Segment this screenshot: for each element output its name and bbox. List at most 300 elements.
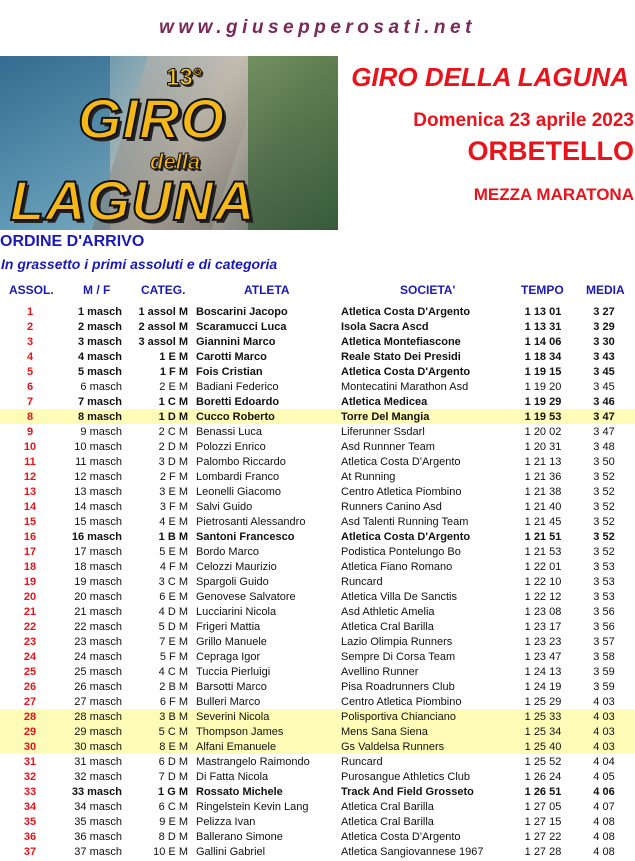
banner-word-laguna: LAGUNA <box>10 169 256 230</box>
average-cell: 4 08 <box>593 816 615 828</box>
category-cell: 5 D M <box>158 621 188 633</box>
gender-rank-cell: 14 masch <box>74 501 122 513</box>
athlete-cell: Salvi Guido <box>196 501 253 513</box>
position-cell: 6 <box>26 381 34 393</box>
header-athlete: ATLETA <box>244 283 290 297</box>
athlete-cell: Ringelstein Kevin Lang <box>196 801 309 813</box>
position-cell: 16 <box>23 531 37 543</box>
banner-word-giro: GIRO <box>78 87 226 150</box>
average-cell: 4 03 <box>593 711 615 723</box>
average-cell: 3 53 <box>593 591 615 603</box>
time-cell: 1 14 06 <box>524 336 562 348</box>
athlete-cell: Rossato Michele <box>196 786 283 798</box>
gender-rank-cell: 1 masch <box>77 306 122 318</box>
table-row <box>0 439 635 454</box>
gender-rank-cell: 20 masch <box>74 591 122 603</box>
average-cell: 4 08 <box>593 831 615 843</box>
category-cell: 1 G M <box>158 786 188 798</box>
time-cell: 1 25 29 <box>524 696 562 708</box>
category-cell: 10 E M <box>153 846 188 858</box>
position-cell: 3 <box>26 336 34 348</box>
athlete-cell: Bulleri Marco <box>196 696 261 708</box>
category-cell: 1 F M <box>159 366 188 378</box>
gender-rank-cell: 25 masch <box>74 666 122 678</box>
category-cell: 6 C M <box>158 801 188 813</box>
time-cell: 1 13 31 <box>524 321 562 333</box>
average-cell: 3 59 <box>593 666 615 678</box>
gender-rank-cell: 27 masch <box>74 696 122 708</box>
table-row <box>0 499 635 514</box>
event-type: MEZZA MARATONA <box>473 185 634 204</box>
society-cell: Podistica Pontelungo Bo <box>341 546 461 558</box>
header-category: CATEG. <box>141 283 186 297</box>
athlete-cell: Boretti Edoardo <box>196 396 280 408</box>
position-cell: 30 <box>23 741 37 753</box>
banner-edition: 13° <box>166 64 203 91</box>
average-cell: 3 45 <box>593 366 615 378</box>
society-cell: Purosangue Athletics Club <box>341 771 471 783</box>
society-cell: Atletica Costa D'Argento <box>341 306 471 318</box>
society-cell: Runners Canino Asd <box>341 501 442 513</box>
table-row <box>0 364 635 379</box>
society-cell: Pisa Roadrunners Club <box>341 681 455 693</box>
gender-rank-cell: 30 masch <box>74 741 122 753</box>
gender-rank-cell: 5 masch <box>77 366 122 378</box>
society-cell: Liferunner Ssdarl <box>341 426 425 438</box>
average-cell: 3 59 <box>593 681 615 693</box>
athlete-cell: Boscarini Jacopo <box>196 306 288 318</box>
athlete-cell: Badiani Federico <box>196 381 279 393</box>
average-cell: 3 52 <box>593 501 615 513</box>
society-cell: Lazio Olimpia Runners <box>341 636 453 648</box>
gender-rank-cell: 6 masch <box>80 381 122 393</box>
society-cell: Atletica Sangiovannese 1967 <box>341 846 484 858</box>
gender-rank-cell: 24 masch <box>74 651 122 663</box>
time-cell: 1 26 24 <box>524 771 562 783</box>
athlete-cell: Lombardi Franco <box>196 471 280 483</box>
society-cell: Isola Sacra Ascd <box>341 321 429 333</box>
category-cell: 6 F M <box>159 696 188 708</box>
gender-rank-cell: 8 masch <box>77 411 122 423</box>
table-row <box>0 484 635 499</box>
position-cell: 36 <box>23 831 37 843</box>
time-cell: 1 25 34 <box>524 726 562 738</box>
category-cell: 2 F M <box>159 471 188 483</box>
time-cell: 1 20 31 <box>524 441 562 453</box>
society-cell: Polisportiva Chianciano <box>341 711 456 723</box>
header-position: ASSOL. <box>9 283 54 297</box>
category-cell: 1 B M <box>158 531 188 543</box>
category-cell: 5 E M <box>159 546 188 558</box>
table-row <box>0 634 635 649</box>
time-cell: 1 19 15 <box>524 366 562 378</box>
table-row <box>0 409 635 424</box>
table-row <box>0 454 635 469</box>
event-place: ORBETELLO <box>467 136 634 166</box>
gender-rank-cell: 21 masch <box>74 606 122 618</box>
time-cell: 1 26 51 <box>524 786 562 798</box>
athlete-cell: Pelizza Ivan <box>196 816 256 828</box>
average-cell: 4 07 <box>593 801 615 813</box>
average-cell: 3 43 <box>593 351 615 363</box>
time-cell: 1 22 10 <box>524 576 562 588</box>
time-cell: 1 21 51 <box>524 531 562 543</box>
average-cell: 3 47 <box>593 411 615 423</box>
athlete-cell: Severini Nicola <box>196 711 270 723</box>
time-cell: 1 19 29 <box>524 396 562 408</box>
time-cell: 1 27 28 <box>524 846 562 858</box>
average-cell: 4 04 <box>593 756 615 768</box>
category-cell: 2 assol M <box>138 321 188 333</box>
society-cell: Centro Atletica Piombino <box>341 486 462 498</box>
category-cell: 3 B M <box>159 711 188 723</box>
time-cell: 1 21 45 <box>524 516 562 528</box>
average-cell: 3 47 <box>593 426 615 438</box>
category-cell: 3 E M <box>159 486 188 498</box>
society-cell: Atletica Fiano Romano <box>341 561 453 573</box>
society-cell: Atletica Medicea <box>341 396 428 408</box>
position-cell: 22 <box>23 621 37 633</box>
category-cell: 2 D M <box>158 441 188 453</box>
society-cell: Atletica Cral Barilla <box>341 621 434 633</box>
table-row <box>0 694 635 709</box>
category-cell: 7 D M <box>158 771 188 783</box>
gender-rank-cell: 32 masch <box>74 771 122 783</box>
society-cell: Atletica Costa D'Argento <box>341 531 471 543</box>
average-cell: 3 53 <box>593 561 615 573</box>
table-row <box>0 844 635 859</box>
average-cell: 3 48 <box>593 441 615 453</box>
time-cell: 1 19 53 <box>524 411 562 423</box>
event-date: Domenica 23 aprile 2023 <box>413 110 634 131</box>
table-row <box>0 769 635 784</box>
header-average: MEDIA <box>586 283 625 297</box>
average-cell: 3 50 <box>593 456 615 468</box>
athlete-cell: Giannini Marco <box>196 336 276 348</box>
time-cell: 1 21 38 <box>524 486 562 498</box>
time-cell: 1 23 47 <box>524 651 562 663</box>
table-row <box>0 319 635 334</box>
table-row <box>0 544 635 559</box>
position-cell: 37 <box>23 846 37 858</box>
time-cell: 1 18 34 <box>524 351 562 363</box>
society-cell: Atletica Costa D'Argento <box>341 456 461 468</box>
society-cell: Atletica Costa D'Argento <box>341 366 471 378</box>
time-cell: 1 22 01 <box>524 561 562 573</box>
gender-rank-cell: 11 masch <box>75 456 122 468</box>
gender-rank-cell: 19 masch <box>74 576 122 588</box>
table-row <box>0 604 635 619</box>
society-cell: Track And Field Grosseto <box>341 786 474 798</box>
society-cell: At Running <box>341 471 396 483</box>
average-cell: 4 05 <box>593 771 615 783</box>
position-cell: 20 <box>23 591 37 603</box>
average-cell: 3 56 <box>593 606 615 618</box>
time-cell: 1 27 05 <box>524 801 562 813</box>
time-cell: 1 23 08 <box>524 606 562 618</box>
athlete-cell: Cepraga Igor <box>196 651 261 663</box>
position-cell: 7 <box>26 396 34 408</box>
gender-rank-cell: 28 masch <box>74 711 122 723</box>
gender-rank-cell: 2 masch <box>77 321 122 333</box>
table-row <box>0 679 635 694</box>
results-title: ORDINE D'ARRIVO <box>0 233 145 250</box>
society-cell: Asd Talenti Running Team <box>341 516 469 528</box>
athlete-cell: Fois Cristian <box>196 366 263 378</box>
category-cell: 1 C M <box>158 396 188 408</box>
athlete-cell: Di Fatta Nicola <box>196 771 269 783</box>
athlete-cell: Tuccia Pierluigi <box>196 666 271 678</box>
society-cell: Runcard <box>341 576 383 588</box>
gender-rank-cell: 23 masch <box>74 636 122 648</box>
athlete-cell: Santoni Francesco <box>196 531 295 543</box>
position-cell: 17 <box>23 546 37 558</box>
time-cell: 1 13 01 <box>524 306 562 318</box>
category-cell: 6 D M <box>158 756 188 768</box>
category-cell: 3 assol M <box>138 336 188 348</box>
position-cell: 15 <box>23 516 37 528</box>
average-cell: 3 30 <box>593 336 615 348</box>
average-cell: 3 58 <box>593 651 615 663</box>
time-cell: 1 25 40 <box>524 741 562 753</box>
table-row <box>0 349 635 364</box>
athlete-cell: Barsotti Marco <box>196 681 267 693</box>
gender-rank-cell: 26 masch <box>74 681 122 693</box>
athlete-cell: Carotti Marco <box>196 351 267 363</box>
table-row <box>0 754 635 769</box>
gender-rank-cell: 16 masch <box>71 531 122 543</box>
position-cell: 18 <box>23 561 37 573</box>
time-cell: 1 23 17 <box>524 621 562 633</box>
average-cell: 3 45 <box>593 381 615 393</box>
average-cell: 3 52 <box>593 471 615 483</box>
gender-rank-cell: 33 masch <box>71 786 122 798</box>
table-row <box>0 724 635 739</box>
position-cell: 2 <box>26 321 34 333</box>
athlete-cell: Palombo Riccardo <box>196 456 286 468</box>
gender-rank-cell: 22 masch <box>74 621 122 633</box>
category-cell: 4 D M <box>158 606 188 618</box>
position-cell: 28 <box>23 711 37 723</box>
athlete-cell: Gallini Gabriel <box>196 846 266 858</box>
category-cell: 4 C M <box>158 666 188 678</box>
average-cell: 3 56 <box>593 621 615 633</box>
gender-rank-cell: 35 masch <box>74 816 122 828</box>
position-cell: 13 <box>23 486 37 498</box>
position-cell: 26 <box>23 681 37 693</box>
average-cell: 3 57 <box>593 636 615 648</box>
table-row <box>0 394 635 409</box>
position-cell: 29 <box>23 726 37 738</box>
category-cell: 5 F M <box>159 651 188 663</box>
position-cell: 23 <box>23 636 37 648</box>
position-cell: 21 <box>23 606 37 618</box>
position-cell: 10 <box>23 441 37 453</box>
results-note: In grassetto i primi assoluti e di categoria <box>1 256 278 272</box>
table-row <box>0 334 635 349</box>
position-cell: 24 <box>23 651 37 663</box>
position-cell: 35 <box>23 816 37 828</box>
time-cell: 1 19 20 <box>524 381 562 393</box>
society-cell: Gs Valdelsa Runners <box>341 741 445 753</box>
time-cell: 1 24 19 <box>524 681 562 693</box>
banner-word-della: della <box>150 149 201 174</box>
table-row <box>0 619 635 634</box>
table-row <box>0 589 635 604</box>
gender-rank-cell: 36 masch <box>74 831 122 843</box>
table-row <box>0 664 635 679</box>
position-cell: 32 <box>23 771 37 783</box>
table-row <box>0 814 635 829</box>
category-cell: 1 D M <box>158 411 188 423</box>
society-cell: Asd Runnner Team <box>341 441 435 453</box>
position-cell: 14 <box>23 501 37 513</box>
athlete-cell: Genovese Salvatore <box>196 591 296 603</box>
category-cell: 4 F M <box>159 561 188 573</box>
table-row <box>0 709 635 724</box>
position-cell: 34 <box>23 801 37 813</box>
gender-rank-cell: 31 masch <box>74 756 122 768</box>
average-cell: 3 53 <box>593 576 615 588</box>
table-row <box>0 739 635 754</box>
category-cell: 2 B M <box>159 681 188 693</box>
time-cell: 1 27 22 <box>524 831 562 843</box>
position-cell: 33 <box>23 786 37 798</box>
society-cell: Atletica Montefiascone <box>341 336 461 348</box>
time-cell: 1 22 12 <box>524 591 562 603</box>
category-cell: 1 assol M <box>138 306 188 318</box>
time-cell: 1 25 33 <box>524 711 562 723</box>
average-cell: 4 06 <box>593 786 615 798</box>
table-row <box>0 799 635 814</box>
header-time: TEMPO <box>521 283 564 297</box>
gender-rank-cell: 4 masch <box>77 351 122 363</box>
table-row <box>0 379 635 394</box>
table-row <box>0 469 635 484</box>
table-row <box>0 514 635 529</box>
time-cell: 1 21 40 <box>524 501 562 513</box>
athlete-cell: Mastrangelo Raimondo <box>196 756 310 768</box>
average-cell: 3 52 <box>593 516 615 528</box>
position-cell: 9 <box>26 426 34 438</box>
time-cell: 1 20 02 <box>524 426 562 438</box>
society-cell: Mens Sana Siena <box>341 726 428 738</box>
category-cell: 2 C M <box>158 426 188 438</box>
time-cell: 1 21 36 <box>524 471 562 483</box>
time-cell: 1 23 23 <box>524 636 562 648</box>
table-row <box>0 424 635 439</box>
average-cell: 3 46 <box>593 396 615 408</box>
position-cell: 27 <box>23 696 37 708</box>
gender-rank-cell: 17 masch <box>74 546 122 558</box>
category-cell: 5 C M <box>158 726 188 738</box>
society-cell: Runcard <box>341 756 383 768</box>
athlete-cell: Grillo Manuele <box>196 636 267 648</box>
category-cell: 6 E M <box>159 591 188 603</box>
athlete-cell: Alfani Emanuele <box>196 741 277 753</box>
athlete-cell: Polozzi Enrico <box>196 441 266 453</box>
category-cell: 3 D M <box>158 456 188 468</box>
category-cell: 1 E M <box>159 351 188 363</box>
category-cell: 4 E M <box>159 516 188 528</box>
table-row <box>0 649 635 664</box>
category-cell: 3 C M <box>158 576 188 588</box>
society-cell: Centro Atletica Piombino <box>341 696 462 708</box>
average-cell: 3 27 <box>593 306 615 318</box>
time-cell: 1 21 13 <box>524 456 562 468</box>
position-cell: 11 <box>24 456 36 468</box>
table-row <box>0 574 635 589</box>
society-cell: Montecatini Marathon Asd <box>341 381 469 393</box>
athlete-cell: Leonelli Giacomo <box>196 486 281 498</box>
society-cell: Atletica Villa De Sanctis <box>341 591 457 603</box>
category-cell: 7 E M <box>159 636 188 648</box>
category-cell: 8 D M <box>158 831 188 843</box>
athlete-cell: Pietrosanti Alessandro <box>196 516 306 528</box>
category-cell: 9 E M <box>159 816 188 828</box>
society-cell: Atletica Cral Barilla <box>341 816 434 828</box>
time-cell: 1 27 15 <box>524 816 562 828</box>
society-cell: Atletica Costa D'Argento <box>341 831 461 843</box>
average-cell: 4 08 <box>593 846 615 858</box>
gender-rank-cell: 18 masch <box>74 561 122 573</box>
event-title: GIRO DELLA LAGUNA <box>351 62 629 92</box>
average-cell: 4 03 <box>593 741 615 753</box>
athlete-cell: Cucco Roberto <box>196 411 275 423</box>
results-rows <box>0 304 635 859</box>
position-cell: 12 <box>23 471 37 483</box>
gender-rank-cell: 34 masch <box>74 801 122 813</box>
position-cell: 8 <box>26 411 34 423</box>
category-cell: 8 E M <box>159 741 188 753</box>
position-cell: 1 <box>26 306 34 318</box>
time-cell: 1 25 52 <box>524 756 562 768</box>
athlete-cell: Thompson James <box>196 726 284 738</box>
gender-rank-cell: 9 masch <box>80 426 122 438</box>
gender-rank-cell: 37 masch <box>74 846 122 858</box>
category-cell: 2 E M <box>159 381 188 393</box>
table-row <box>0 304 635 319</box>
position-cell: 31 <box>23 756 37 768</box>
athlete-cell: Benassi Luca <box>196 426 263 438</box>
gender-rank-cell: 3 masch <box>77 336 122 348</box>
gender-rank-cell: 13 masch <box>74 486 122 498</box>
average-cell: 3 52 <box>593 486 615 498</box>
athlete-cell: Bordo Marco <box>196 546 259 558</box>
athlete-cell: Lucciarini Nicola <box>196 606 277 618</box>
header-society: SOCIETA' <box>400 283 456 297</box>
table-row <box>0 559 635 574</box>
society-cell: Avellino Runner <box>341 666 419 678</box>
athlete-cell: Celozzi Maurizio <box>196 561 277 573</box>
society-cell: Reale Stato Dei Presidi <box>341 351 461 363</box>
banner-vegetation <box>248 56 338 230</box>
society-cell: Asd Athletic Amelia <box>341 606 435 618</box>
average-cell: 3 29 <box>593 321 615 333</box>
average-cell: 3 52 <box>593 546 615 558</box>
table-row <box>0 784 635 799</box>
average-cell: 3 52 <box>593 531 615 543</box>
society-cell: Atletica Cral Barilla <box>341 801 434 813</box>
gender-rank-cell: 12 masch <box>74 471 122 483</box>
header-gender: M / F <box>83 283 111 297</box>
society-cell: Sempre Di Corsa Team <box>341 651 456 663</box>
athlete-cell: Spargoli Guido <box>196 576 269 588</box>
gender-rank-cell: 29 masch <box>74 726 122 738</box>
time-cell: 1 24 13 <box>524 666 562 678</box>
site-url[interactable]: www.giusepperosati.net <box>159 17 476 38</box>
position-cell: 19 <box>23 576 37 588</box>
